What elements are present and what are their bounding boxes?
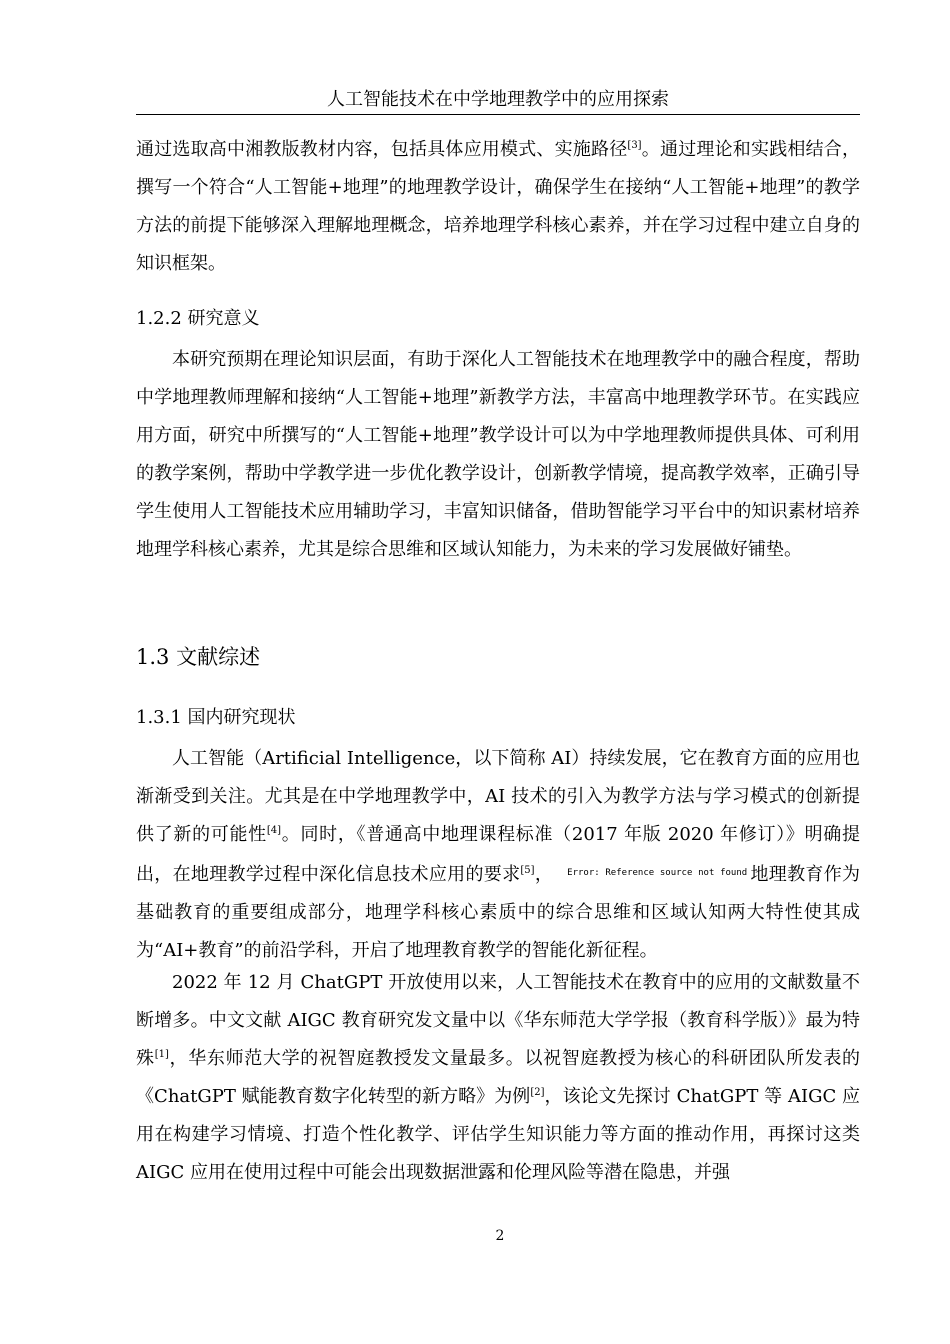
p1-text-b: 。通过理论和实践相结合，撰写一个符合“人工智能+地理”的地理教学设计，确保学生在接纳“人工智能+地理”的教学方法的前提下能够深入理解地理概念，培养地理学科核心素养，并在学习过程中建立自身的知识框架。	[136, 139, 861, 274]
header-rule	[136, 114, 860, 115]
citation-3[interactable]: [3]	[627, 140, 642, 151]
p3-text-a: 人工智能（Artificial Intelligence，以下简称 AI）持续发展，它在教育方面的应用也渐渐受到关注。尤其是在中学地理教学中，AI 技术的引入为教学方法与学习模式的创新提供了新的可能性	[136, 748, 860, 845]
citation-4[interactable]: [4]	[266, 825, 282, 836]
p3-text-c: ，	[534, 864, 554, 885]
p4-text-c: ，该论文先探讨 ChatGPT 等 AIGC 应用在构建学习情境、打造个性化教学、评估学生知识能力等方面的推动作用，再探讨这类 AIGC 应用在使用过程中可能会出现数据泄露和伦理风险等潜在隐患，并强	[136, 1086, 861, 1183]
p1-text-a: 通过选取高中湘教版教材内容，包括具体应用模式、实施路径	[136, 139, 628, 160]
paragraph-chatgpt-literature	[136, 964, 860, 1192]
section-heading-1-3: 1.3 文献综述	[136, 645, 261, 669]
citation-2[interactable]: [2]	[530, 1087, 545, 1098]
p4-text-b: ，华东师范大学的祝智庭教授发文量最多。以祝智庭教授为核心的科研团队所发表的《ChatGPT 赋能教育数字化转型的新方略》为例	[136, 1048, 861, 1107]
p3-text-b: 。同时，《普通高中地理课程标准（2017 年版 2020 年修订）》明确提出，在地理教学过程中深化信息技术应用的要求	[136, 824, 861, 885]
section-heading-1-2-2: 1.2.2 研究意义	[136, 308, 260, 329]
paragraph-domestic-research	[136, 740, 860, 970]
section-heading-1-3-1: 1.3.1 国内研究现状	[136, 707, 296, 728]
citation-1[interactable]: [1]	[154, 1049, 169, 1060]
running-header: 人工智能技术在中学地理教学中的应用探索	[327, 89, 669, 110]
paragraph-intro-continued	[136, 131, 860, 283]
paragraph-research-significance: 本研究预期在理论知识层面，有助于深化人工智能技术在地理教学中的融合程度，帮助中学地理教师理解和接纳“人工智能+地理”新教学方法，丰富高中地理教学环节。在实践应用方面，研究中所撰写的“人工智能+地理”教学设计可以为中学地理教师提供具体、可利用的教学案例，帮助中学教学进一步优化教学设计，创新教学情境，提高教学效率，正确引导学生使用人工智能技术应用辅助学习，丰富知识储备，借助智能学习平台中的知识素材培养地理学科核心素养，尤其是综合思维和区域认知能力，为未来的学习发展做好铺垫。	[136, 349, 860, 560]
page-number: 2	[495, 1228, 505, 1244]
citation-5[interactable]: [5]	[520, 865, 535, 876]
reference-error-text: Error: Reference source not found	[567, 868, 748, 878]
p3-text-d: 地理教育作为基础教育的重要组成部分，地理学科核心素质中的综合思维和区域认知两大特性使其成为“AI+教育”的前沿学科，开启了地理教育教学的智能化新征程。	[136, 864, 861, 961]
p4-text-a: 2022 年 12 月 ChatGPT 开放使用以来，人工智能技术在教育中的应用的文献数量不断增多。中文文献 AIGC 教育研究发文量中以《华东师范大学学报（教育科学版）》最为特殊	[136, 972, 860, 1069]
